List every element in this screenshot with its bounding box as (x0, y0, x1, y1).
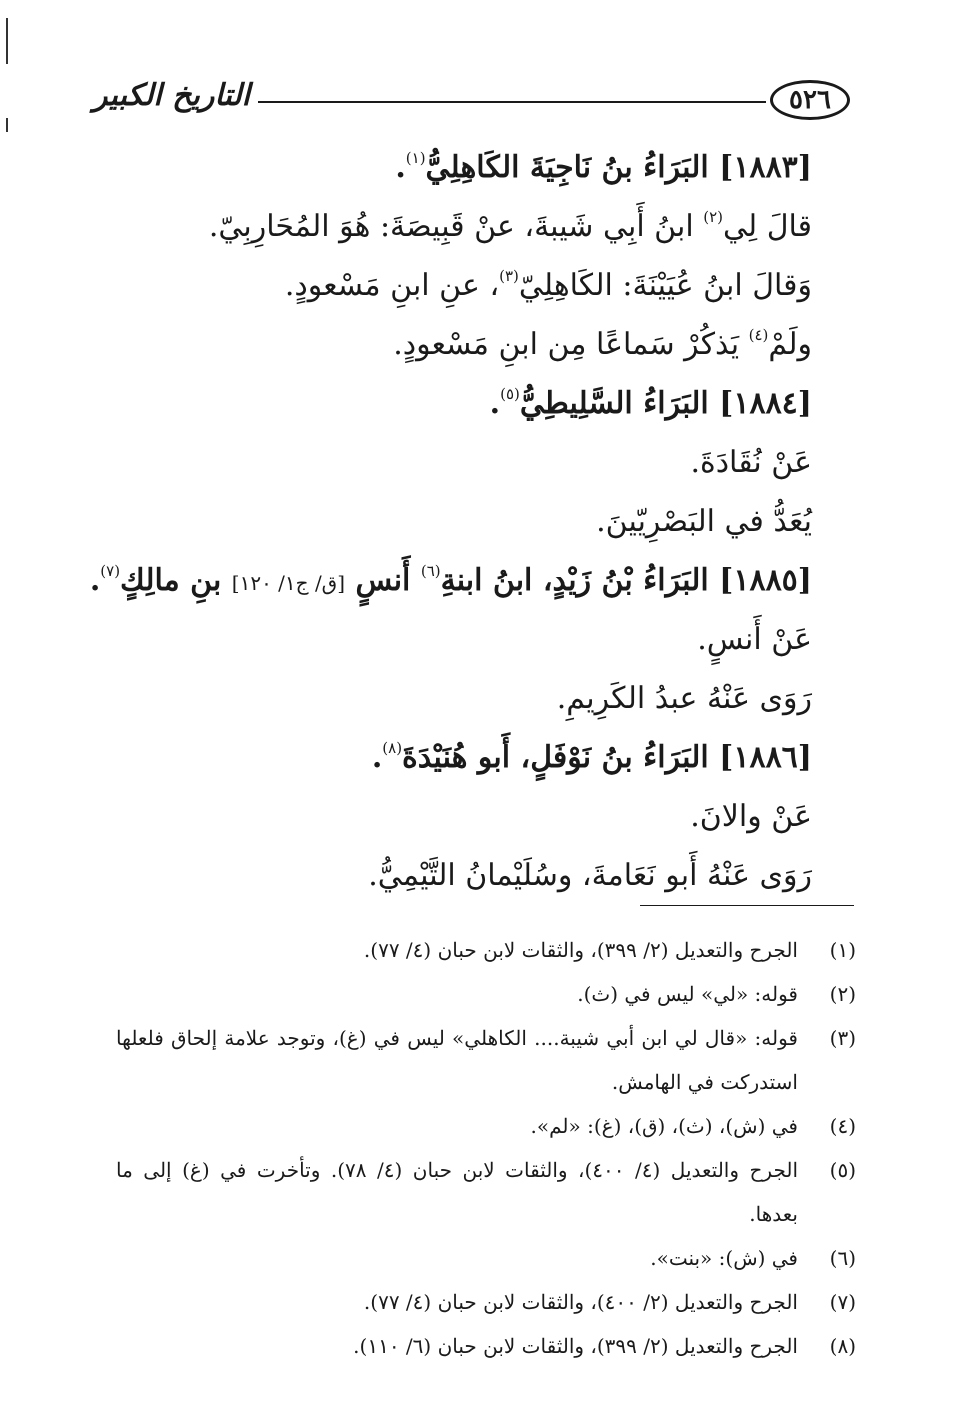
entry-pre: قالَ لِي (723, 209, 812, 244)
footnote-item (116, 928, 856, 972)
footnote-number: (٣) (829, 1026, 856, 1050)
entry-text: [١٨٨٤] البَرَاءُ السَّلِيطِيُّ (519, 386, 812, 421)
footnote-text: في (ش)، (ث)، (ق)، (غ): «لم». (530, 1114, 798, 1138)
footnote-text: في (ش): «بنت». (650, 1246, 798, 1270)
footnote-marker: (٧) (100, 562, 121, 580)
main-text (89, 138, 812, 905)
entry-1885-heading (89, 551, 812, 610)
footnote-number: (١) (829, 938, 856, 962)
entry-tail: . (395, 150, 406, 185)
entry-text: رَوَى عَنْهُ أَبو نَعَامةَ، وسُلَيْمانُ التَّيْمِيُّ. (368, 858, 812, 893)
book-title: التاريخ الكبير (92, 78, 250, 113)
entry-text: [١٨٨٥] البَرَاءُ بْنُ زَيْدٍ، ابنُ ابنةِ (440, 563, 812, 598)
footnote-number: (٧) (829, 1290, 856, 1314)
entry-text: رَوَى عَنْهُ عبدُ الكَرِيمِ. (556, 681, 812, 716)
entry-1884-heading (122, 374, 812, 433)
entry-tail: . (489, 386, 501, 421)
footnote-marker: (١) (405, 149, 426, 167)
footnote-number: (٥) (829, 1158, 856, 1182)
footnote-marker: (٢) (703, 208, 724, 226)
footnote-number: (٢) (829, 982, 856, 1006)
entry-1883-heading (122, 138, 812, 197)
entry-text: عَنْ أَنسٍ. (697, 622, 812, 657)
scan-edge-mark-top (6, 18, 8, 64)
footnote-marker: (٨) (382, 739, 403, 757)
page-header (92, 74, 850, 134)
footnote-text: الجرح والتعديل (٤/ ٤٠٠)، والثقات لابن حبان (٤/ ٧٨). وتأخرت في (غ) إلى ما بعدها. (116, 1158, 799, 1226)
entry-tail: بنِ مالِكٍ (120, 563, 232, 598)
entry-text: [١٨٨٦] البَرَاءُ بنُ نَوْفَلٍ، أَبو هُنَيْدَةَ (402, 740, 812, 775)
entry-pre: وَقالَ ابنُ عُيَيْنَةَ: الكَاهِلِيّ (518, 268, 812, 303)
footnote-item (116, 1280, 856, 1324)
footnote-text: الجرح والتعديل (٢/ ٣٩٩)، والثقات لابن حبان (٦/ ١١٠). (353, 1334, 798, 1358)
entry-text: يُعَدُّ في البَصْرِيّينَ. (596, 504, 812, 539)
entry-mid: أَنسٍ (345, 563, 421, 598)
footnote-text: الجرح والتعديل (٢/ ٤٠٠)، والثقات لابن حبان (٤/ ٧٧). (363, 1290, 798, 1314)
footnote-number: (٨) (829, 1334, 856, 1358)
entry-line (122, 315, 812, 374)
footnote-item (116, 1016, 856, 1104)
entry-text: ، عنِ ابنِ مَسْعودٍ. (284, 268, 500, 303)
entry-text: ابنُ أَبِي شَيبةَ، عنْ قَبِيصَةَ: هُوَ المُحَارِبِيّ. (208, 209, 704, 244)
entry-line (122, 433, 812, 492)
entry-line (122, 610, 812, 669)
entry-text: [١٨٨٣] البَرَاءُ بنُ نَاجِيَةَ الكَاهِلِيُّ (425, 150, 812, 185)
scan-edge-mark-bottom (6, 118, 8, 132)
footnote-text: قوله: «لي» ليس في (ث). (577, 982, 798, 1006)
entry-line (122, 197, 812, 256)
footnote-text: قوله: «قال لي ابن أبي شيبة.... الكاهلي» ليس في (غ)، وتوجد علامة إلحاق فلعلها استدركت في الهامش. (116, 1026, 798, 1094)
footnote-item (116, 1148, 856, 1236)
page-number: ٥٢٦ (770, 80, 850, 120)
footnote-marker: (٤) (748, 326, 769, 344)
entry-text: عَنْ والانَ. (690, 799, 812, 834)
footnote-number: (٦) (829, 1246, 856, 1270)
entry-tail: . (371, 740, 383, 775)
entry-end: . (89, 563, 101, 598)
entry-text: يَذكُرْ سَماعًا مِن ابنِ مَسْعودٍ. (393, 327, 749, 362)
footnote-text: الجرح والتعديل (٢/ ٣٩٩)، والثقات لابن حبان (٤/ ٧٧). (363, 938, 798, 962)
footnote-marker: (٦) (420, 562, 441, 580)
footnotes (116, 928, 856, 1368)
footnote-item (116, 1104, 856, 1148)
entry-line (122, 492, 812, 551)
header-rule (258, 101, 766, 103)
footnote-marker: (٣) (499, 267, 519, 285)
entry-1886-heading (122, 728, 812, 787)
footnote-number: (٤) (829, 1114, 856, 1138)
manuscript-ref: [ق/ ج١/ ١٢٠] (231, 571, 345, 595)
footnote-separator (640, 905, 854, 906)
footnote-item (116, 1236, 856, 1280)
footnote-marker: (٥) (500, 385, 520, 403)
entry-line (122, 669, 812, 728)
entry-text: عَنْ نُقَادَةَ. (690, 445, 812, 480)
entry-line (122, 846, 812, 905)
footnote-item (116, 972, 856, 1016)
footnote-item (116, 1324, 856, 1368)
entry-line (122, 256, 812, 315)
entry-line (122, 787, 812, 846)
entry-pre: ولَمْ (768, 327, 812, 362)
